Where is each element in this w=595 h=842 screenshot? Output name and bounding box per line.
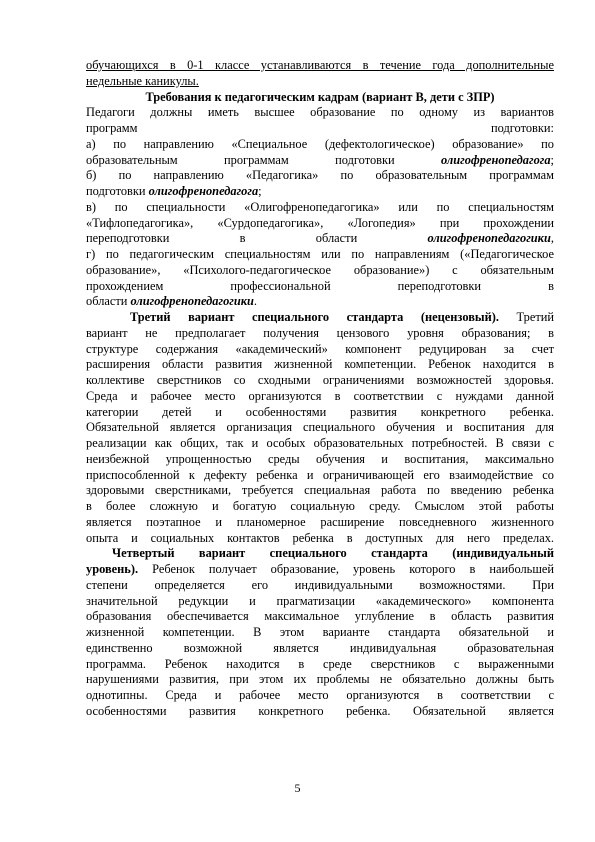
third-variant-line: Третий вариант специального стандарта (нецензовый). Третий [130,310,554,324]
fourth-variant-line: значительной редукции и прагматизации «академического» компонента [86,593,554,608]
fourth-variant-line: однотипны. Среда и рабочее место организуются в соответствии с [86,688,554,702]
req-line: в) по специальности «Олигофренопедагогика» или по специальностям [86,199,554,214]
third-variant-line: приспособленной к дефекту ребенка и ограничивающей его взаимодействие со [86,467,554,482]
fourth-variant-line: единственно возможной является индивидуальная образовательная [86,640,554,655]
req-line: программ подготовки: [86,121,554,135]
req-line: подготовки олигофренопедагога; [86,184,262,198]
req-line: а) по направлению «Специальное (дефектологическое) образование» по [86,136,554,151]
third-variant-line: в более сложную и богатую социальную среду. Смыслом этой работы [86,499,554,513]
fourth-variant-line: степени определяется его индивидуальными возможностями. При [86,577,554,592]
req-line: образовательным программам подготовки олигофренопедагога; [86,152,554,167]
third-variant-line: расширения области развития жизненной компетенции. Ребенок находится в [86,357,554,372]
page-number: 5 [294,781,301,795]
third-variant-line: здоровыми сверстниками, требуется специальная работа по введению ребенка [86,483,554,498]
third-variant-line: опыта и социальных контактов ребенка в доступных для него пределах. [86,530,554,545]
fourth-variant-line: жизненной компетенции. В этом варианте стандарта обязательной и [86,625,554,639]
req-line: прохождением профессиональной переподготовки в [86,278,554,293]
fourth-variant-line: программа. Ребенок находится в среде сверстников с выраженными [86,656,554,671]
req-line: г) по педагогическим специальностям или по направлениям («Педагогическое [86,247,554,261]
fourth-variant-line: особенностями развития конкретного ребенка. Обязательной является [86,703,554,718]
third-variant-line: реализации как общих, так и особых образовательных потребностей. В связи с [86,436,554,450]
fourth-variant-line: уровень). Ребенок получает образование, уровень которого в наибольшей [86,562,554,576]
req-line: Педагоги должны иметь высшее образование по одному из вариантов [86,105,554,120]
third-variant-line: структуре содержания «академический» компонент редуцирован за счет [86,341,554,356]
third-variant-line: коллективе сверстников со сходными ограничениями возможностей здоровья. [86,373,554,387]
req-line: переподготовки в области олигофренопедагогики, [86,231,554,246]
third-variant-line: является поэтапное и планомерное расширение повседневного жизненного [86,514,554,529]
req-line: образование», «Психолого-педагогическое образование») с обязательным [86,262,554,277]
section-heading: Требования к педагогическим кадрам (вариант В, дети с ЗПР) [145,89,495,104]
intro-line: недельные каникулы. [86,73,199,88]
fourth-variant-title: Четвертый вариант специального стандарта (индивидуальный [112,546,554,561]
fourth-variant-line: нарушениями развития, при этом их проблемы не обязательно должны быть [86,672,554,687]
third-variant-line: неизбежной упрощенностью среды обучения и воспитания, максимально [86,451,554,466]
third-variant-line: вариант не предполагает получения цензового уровня образования; в [86,325,554,340]
document-page [86,58,554,720]
third-variant-title: Третий вариант специального стандарта (нецензовый). [130,310,499,324]
third-variant-line: категории детей и особенностями развития конкретного ребенка. [86,404,554,419]
req-line: области олигофренопедагогики. [86,294,258,309]
third-variant-line: Среда и рабочее место организуются в соответствии с нуждами данной [86,388,554,403]
fourth-variant-line: образования обеспечивается максимальное углубление в область развития [86,609,554,624]
intro-line: обучающихся в 0-1 классе устанавливаются в течение года дополнительные [86,58,554,72]
req-line: «Тифлопедагогика», «Сурдопедагогика», «Логопедия» при прохождении [86,215,554,230]
third-variant-line: Обязательной является организация специального обучения и воспитания для [86,420,554,435]
req-line: б) по направлению «Педагогика» по образовательным программам [86,168,554,183]
